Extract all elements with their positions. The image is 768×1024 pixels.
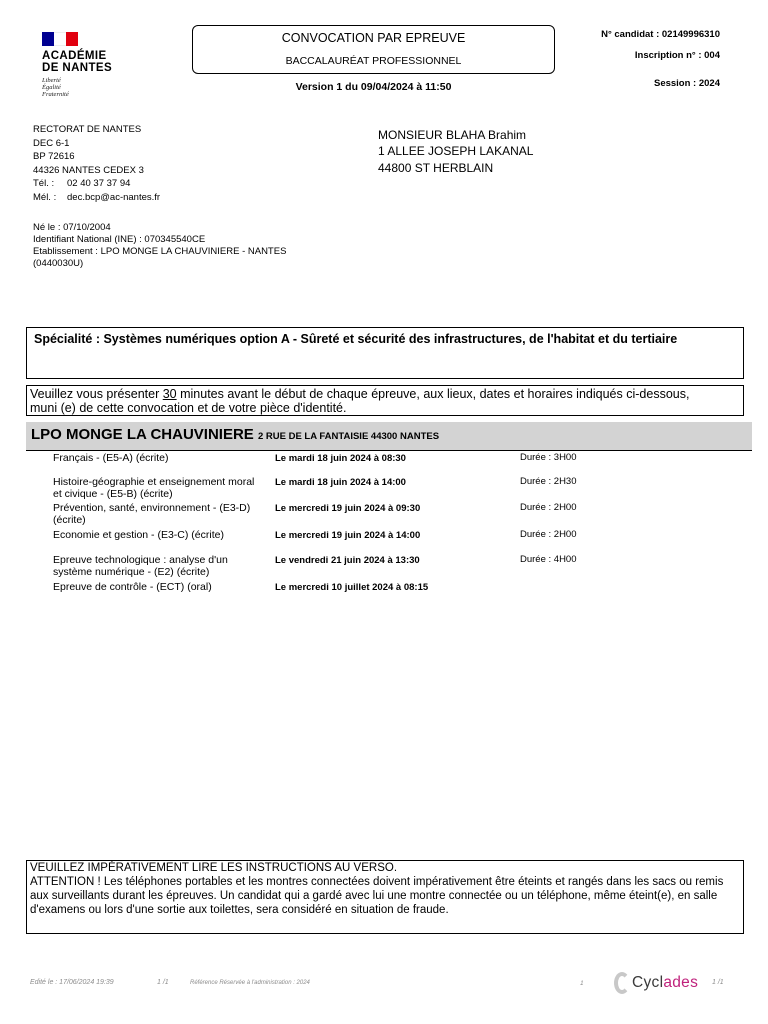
tel-value: 02 40 37 37 94	[67, 178, 131, 190]
exam-date: Le vendredi 21 juin 2024 à 13:30	[275, 555, 420, 566]
warning-box	[26, 860, 744, 934]
exam-name: Histoire-géographie et enseignement moral et civique - (E5-B) (écrite)	[53, 476, 255, 501]
ine-number: Identifiant National (INE) : 070345540CE	[33, 234, 206, 245]
cyclades-wordmark	[632, 974, 698, 992]
rectorat-address	[33, 123, 160, 205]
recipient-address	[378, 127, 533, 176]
cyclades-highlight: ades	[663, 974, 699, 991]
footer-reference: Référence Réservée à l'administration : 2024	[190, 980, 310, 986]
candidate-number: N° candidat : 02149996310	[601, 29, 720, 40]
exam-name: Economie et gestion - (E3-C) (écrite)	[53, 529, 224, 541]
motto-fraternite: Fraternité	[42, 91, 69, 99]
logo-title-line1: ACADÉMIE	[42, 50, 107, 62]
cyclades-logo	[614, 968, 698, 998]
rectorat-name: RECTORAT DE NANTES	[33, 124, 142, 135]
motto-egalite: Égalité	[42, 84, 61, 92]
presentation-after: minutes avant le début de chaque épreuve, aux lieux, dates et horaires indiqués ci-dessous,	[176, 387, 690, 401]
presentation-text	[30, 387, 743, 415]
exam-name: Prévention, santé, environnement - (E3-D) (écrite)	[53, 502, 251, 527]
rectorat-tel	[33, 177, 160, 191]
academie-logo	[42, 32, 132, 104]
recipient-city: 44800 ST HERBLAIN	[378, 160, 494, 175]
recipient-street: 1 ALLEE JOSEPH LAKANAL	[378, 144, 534, 159]
exam-date: Le mardi 18 juin 2024 à 08:30	[275, 453, 406, 464]
exam-duration: Durée : 4H00	[520, 554, 577, 565]
version-line: Version 1 du 09/04/2024 à 11:50	[295, 81, 452, 93]
mail-value: dec.bcp@ac-nantes.fr	[67, 191, 161, 203]
document-subtitle: BACCALAURÉAT PROFESSIONNEL	[285, 55, 462, 67]
exam-center	[31, 426, 439, 443]
session: Session : 2024	[653, 78, 720, 89]
document-title: CONVOCATION PAR EPREUVE	[281, 31, 466, 45]
exam-date: Le mercredi 10 juillet 2024 à 08:15	[275, 582, 429, 593]
establishment-code: (0440030U)	[33, 258, 84, 269]
presentation-line2: muni (e) de cette convocation et de votre pièce d'identité.	[30, 401, 347, 415]
presentation-box	[26, 385, 744, 416]
rectorat-city: 44326 NANTES CEDEX 3	[33, 164, 144, 176]
establishment: Etablissement : LPO MONGE LA CHAUVINIERE - NANTES	[33, 246, 287, 257]
logo-title-line2: DE NANTES	[42, 62, 113, 74]
cyclades-arc-icon	[614, 972, 630, 994]
exam-name: Epreuve technologique : analyse d'un système numérique - (E2) (écrite)	[53, 554, 228, 579]
tel-label: Tél. :	[33, 178, 55, 190]
motto-liberte: Liberté	[42, 77, 61, 84]
presentation-minutes: 30	[162, 387, 177, 401]
exam-duration: Durée : 2H30	[520, 476, 577, 487]
divider	[26, 450, 752, 451]
mail-label: Mél. :	[33, 191, 57, 203]
candidate-info	[33, 222, 286, 270]
birth-date: Né le : 07/10/2004	[33, 222, 111, 233]
rectorat-dept: DEC 6-1	[33, 137, 70, 149]
footer-page-a: 1 /1	[157, 979, 169, 986]
logo-motto	[42, 77, 132, 99]
exam-center-header	[26, 422, 752, 450]
exam-center-name: LPO MONGE LA CHAUVINIERE	[31, 426, 254, 443]
rectorat-bp: BP 72616	[33, 151, 75, 163]
exam-name: Français - (E5-A) (écrite)	[53, 452, 169, 464]
footer-one: 1	[580, 980, 584, 987]
exam-duration: Durée : 3H00	[520, 452, 577, 463]
warning-text	[30, 861, 743, 917]
exam-duration: Durée : 2H00	[520, 502, 577, 513]
warning-body: ATTENTION ! Les téléphones portables et les montres connectées doivent impérativement être éteints et rangés dans les sacs ou remis aux surveillants durant les épreuves. Un candidat qui a gardé avec lui une montre connectée ou un téléphone, même éteint(e), en salle d'examens ou lors d'une sortie aux toilettes, sera considéré en situation de fraude.	[30, 876, 724, 916]
recipient-name: MONSIEUR BLAHA Brahim	[378, 128, 527, 142]
footer-page-b: 1 /1	[712, 979, 724, 986]
exam-date: Le mercredi 19 juin 2024 à 09:30	[275, 503, 421, 514]
logo-title	[42, 50, 132, 74]
rectorat-mail	[33, 191, 160, 205]
inscription-number: Inscription n° : 004	[634, 50, 720, 61]
presentation-before: Veuillez vous présenter	[30, 387, 163, 401]
specialite-box	[26, 327, 744, 379]
title-box	[192, 25, 555, 74]
exam-date: Le mardi 18 juin 2024 à 14:00	[275, 477, 406, 488]
warning-title: VEUILLEZ IMPÉRATIVEMENT LIRE LES INSTRUCTIONS AU VERSO.	[30, 862, 398, 874]
exam-duration: Durée : 2H00	[520, 529, 577, 540]
specialite-text: Spécialité : Systèmes numériques option A - Sûreté et sécurité des infrastructures, de l'habitat et du tertiaire	[34, 332, 678, 346]
exam-name: Epreuve de contrôle - (ECT) (oral)	[53, 581, 212, 593]
exam-date: Le mercredi 19 juin 2024 à 14:00	[275, 530, 421, 541]
exam-center-address: 2 RUE DE LA FANTAISIE 44300 NANTES	[257, 431, 440, 442]
french-flag-icon	[42, 32, 78, 46]
footer-edited: Edité le : 17/06/2024 19:39	[30, 979, 114, 986]
cyclades-main: Cycl	[632, 974, 664, 991]
